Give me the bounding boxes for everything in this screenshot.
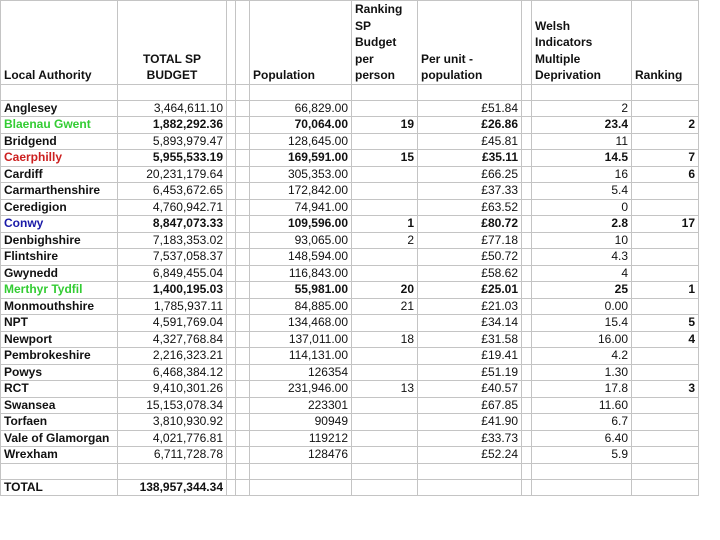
empty-cell[interactable] [522,447,532,464]
empty-cell[interactable] [236,133,250,150]
empty-cell[interactable] [236,117,250,134]
table-row [1,430,699,447]
empty-cell[interactable] [236,216,250,233]
authority-name[interactable]: Powys [1,364,118,381]
authority-name[interactable]: Conwy [1,216,118,233]
empty-cell[interactable] [227,1,236,85]
authority-name[interactable]: Monmouthshire [1,298,118,315]
ranking-cell[interactable] [632,298,699,315]
table-row [1,282,699,299]
population-cell[interactable]: 116,843.00 [250,265,352,282]
table-row [1,117,699,134]
per-unit-cell[interactable]: £50.72 [418,249,522,266]
empty-cell[interactable] [236,348,250,365]
table-row [1,216,699,233]
header-population[interactable]: Population [250,1,352,85]
ranking-sp-cell[interactable]: 20 [352,282,418,299]
empty-cell[interactable] [250,84,352,100]
budget-cell[interactable]: 2,216,323.21 [118,348,227,365]
empty-cell[interactable] [250,479,352,496]
authority-name[interactable]: Ceredigion [1,199,118,216]
empty-cell[interactable] [227,133,236,150]
wimd-cell[interactable]: 1.30 [532,364,632,381]
per-unit-cell[interactable]: £21.03 [418,298,522,315]
population-cell[interactable]: 231,946.00 [250,381,352,398]
total-row [1,479,699,496]
per-unit-cell[interactable]: £52.24 [418,447,522,464]
ranking-cell[interactable] [632,348,699,365]
ranking-sp-cell[interactable]: 19 [352,117,418,134]
total-label[interactable]: TOTAL [1,479,118,496]
empty-cell[interactable] [236,364,250,381]
population-cell[interactable]: 109,596.00 [250,216,352,233]
header-total-sp-budget[interactable]: TOTAL SP BUDGET [118,1,227,85]
wimd-cell[interactable]: 16 [532,166,632,183]
budget-cell[interactable]: 3,464,611.10 [118,100,227,117]
empty-cell[interactable] [236,199,250,216]
table-row [1,183,699,200]
empty-cell[interactable] [522,414,532,431]
empty-cell[interactable] [236,84,250,100]
wimd-cell[interactable]: 11 [532,133,632,150]
budget-cell[interactable]: 6,468,384.12 [118,364,227,381]
empty-cell[interactable] [227,414,236,431]
empty-cell[interactable] [236,430,250,447]
budget-cell[interactable]: 1,785,937.11 [118,298,227,315]
table-row [1,381,699,398]
budget-cell[interactable]: 9,410,301.26 [118,381,227,398]
empty-cell[interactable] [236,397,250,414]
empty-cell[interactable] [227,331,236,348]
ranking-cell[interactable]: 5 [632,315,699,332]
budget-cell[interactable]: 7,183,353.02 [118,232,227,249]
authority-name[interactable]: Flintshire [1,249,118,266]
per-unit-cell[interactable]: £19.41 [418,348,522,365]
empty-cell[interactable] [236,315,250,332]
population-cell[interactable]: 119212 [250,430,352,447]
authority-name[interactable]: Swansea [1,397,118,414]
empty-cell[interactable] [227,117,236,134]
wimd-cell[interactable]: 15.4 [532,315,632,332]
ranking-cell[interactable]: 4 [632,331,699,348]
table-row [1,348,699,365]
per-unit-cell[interactable]: £80.72 [418,216,522,233]
table-row [1,397,699,414]
empty-cell[interactable] [227,282,236,299]
ranking-sp-cell[interactable] [352,183,418,200]
table-row [1,199,699,216]
population-cell[interactable]: 148,594.00 [250,249,352,266]
ranking-sp-cell[interactable] [352,249,418,266]
ranking-sp-cell[interactable]: 1 [352,216,418,233]
per-unit-cell[interactable]: £40.57 [418,381,522,398]
per-unit-cell[interactable]: £25.01 [418,282,522,299]
empty-cell[interactable] [522,100,532,117]
table-row [1,232,699,249]
population-cell[interactable]: 93,065.00 [250,232,352,249]
empty-cell[interactable] [352,84,418,100]
population-cell[interactable]: 128,645.00 [250,133,352,150]
empty-cell[interactable] [227,232,236,249]
budget-cell[interactable]: 1,882,292.36 [118,117,227,134]
budget-cell[interactable]: 4,021,776.81 [118,430,227,447]
per-unit-cell[interactable]: £51.19 [418,364,522,381]
ranking-sp-cell[interactable] [352,348,418,365]
empty-cell[interactable] [227,315,236,332]
empty-cell[interactable] [522,315,532,332]
empty-cell[interactable] [227,166,236,183]
wimd-cell[interactable]: 2 [532,100,632,117]
population-cell[interactable]: 90949 [250,414,352,431]
ranking-cell[interactable]: 2 [632,117,699,134]
population-cell[interactable]: 70,064.00 [250,117,352,134]
per-unit-cell[interactable]: £31.58 [418,331,522,348]
empty-cell[interactable] [236,479,250,496]
wimd-cell[interactable]: 23.4 [532,117,632,134]
authority-name[interactable]: Anglesey [1,100,118,117]
budget-cell[interactable]: 20,231,179.64 [118,166,227,183]
per-unit-cell[interactable]: £37.33 [418,183,522,200]
table-row [1,249,699,266]
per-unit-cell[interactable]: £33.73 [418,430,522,447]
empty-cell[interactable] [236,1,250,85]
blank-row [1,463,699,479]
table-row [1,447,699,464]
empty-cell[interactable] [227,348,236,365]
authority-name[interactable]: Wrexham [1,447,118,464]
authority-name[interactable]: Merthyr Tydfil [1,282,118,299]
population-cell[interactable]: 128476 [250,447,352,464]
total-budget[interactable]: 138,957,344.34 [118,479,227,496]
wimd-cell[interactable]: 0.00 [532,298,632,315]
population-cell[interactable]: 137,011.00 [250,331,352,348]
authority-name[interactable]: NPT [1,315,118,332]
per-unit-cell[interactable]: £66.25 [418,166,522,183]
empty-cell[interactable] [227,216,236,233]
ranking-sp-cell[interactable] [352,166,418,183]
population-cell[interactable]: 169,591.00 [250,150,352,167]
empty-cell[interactable] [418,84,522,100]
population-cell[interactable]: 55,981.00 [250,282,352,299]
table-row [1,298,699,315]
wimd-cell[interactable]: 5.4 [532,183,632,200]
ranking-cell[interactable] [632,183,699,200]
empty-cell[interactable] [236,265,250,282]
empty-cell[interactable] [227,150,236,167]
population-cell[interactable]: 84,885.00 [250,298,352,315]
empty-cell[interactable] [532,479,632,496]
authority-name[interactable]: Blaenau Gwent [1,117,118,134]
empty-cell[interactable] [227,298,236,315]
empty-cell[interactable] [236,100,250,117]
empty-cell[interactable] [227,183,236,200]
ranking-sp-cell[interactable] [352,199,418,216]
empty-cell[interactable] [522,381,532,398]
table-row [1,364,699,381]
per-unit-cell[interactable]: £67.85 [418,397,522,414]
population-cell[interactable]: 172,842.00 [250,183,352,200]
budget-cell[interactable]: 4,591,769.04 [118,315,227,332]
empty-cell[interactable] [227,100,236,117]
population-cell[interactable]: 126354 [250,364,352,381]
wimd-cell[interactable]: 16.00 [532,331,632,348]
empty-cell[interactable] [236,463,250,479]
population-cell[interactable]: 134,468.00 [250,315,352,332]
empty-cell[interactable] [522,150,532,167]
per-unit-cell[interactable]: £51.84 [418,100,522,117]
ranking-cell[interactable]: 3 [632,381,699,398]
wimd-cell[interactable]: 6.40 [532,430,632,447]
ranking-sp-cell[interactable]: 18 [352,331,418,348]
empty-cell[interactable] [236,150,250,167]
per-unit-cell[interactable]: £58.62 [418,265,522,282]
table-row [1,166,699,183]
ranking-sp-cell[interactable] [352,100,418,117]
wimd-cell[interactable]: 11.60 [532,397,632,414]
empty-cell[interactable] [227,381,236,398]
per-unit-cell[interactable]: £34.14 [418,315,522,332]
wimd-cell[interactable]: 4 [532,265,632,282]
empty-cell[interactable] [236,282,250,299]
empty-cell[interactable] [522,216,532,233]
empty-cell[interactable] [236,414,250,431]
budget-cell[interactable]: 7,537,058.37 [118,249,227,266]
wimd-cell[interactable]: 2.8 [532,216,632,233]
ranking-cell[interactable]: 6 [632,166,699,183]
budget-cell[interactable]: 15,153,078.34 [118,397,227,414]
wimd-cell[interactable]: 0 [532,199,632,216]
budget-cell[interactable]: 4,327,768.84 [118,331,227,348]
ranking-sp-cell[interactable] [352,414,418,431]
empty-cell[interactable] [522,183,532,200]
ranking-cell[interactable] [632,430,699,447]
per-unit-cell[interactable]: £45.81 [418,133,522,150]
population-cell[interactable]: 74,941.00 [250,199,352,216]
per-unit-cell[interactable]: £77.18 [418,232,522,249]
header-welsh-indicators[interactable]: Welsh Indicators Multiple Deprivation [532,1,632,85]
wimd-cell[interactable]: 6.7 [532,414,632,431]
empty-cell[interactable] [118,463,227,479]
empty-cell[interactable] [352,479,418,496]
population-cell[interactable]: 305,353.00 [250,166,352,183]
per-unit-cell[interactable]: £41.90 [418,414,522,431]
empty-cell[interactable] [522,298,532,315]
wimd-cell[interactable]: 5.9 [532,447,632,464]
wimd-cell[interactable]: 4.2 [532,348,632,365]
empty-cell[interactable] [236,232,250,249]
empty-cell[interactable] [236,183,250,200]
empty-cell[interactable] [418,463,522,479]
authority-name[interactable]: Cardiff [1,166,118,183]
empty-cell[interactable] [227,249,236,266]
authority-name[interactable]: Pembrokeshire [1,348,118,365]
empty-cell[interactable] [522,199,532,216]
empty-cell[interactable] [522,249,532,266]
population-cell[interactable]: 66,829.00 [250,100,352,117]
empty-cell[interactable] [227,397,236,414]
header-row [1,1,699,85]
ranking-cell[interactable] [632,249,699,266]
empty-cell[interactable] [236,447,250,464]
empty-cell[interactable] [522,166,532,183]
empty-cell[interactable] [522,331,532,348]
empty-cell[interactable] [250,463,352,479]
empty-cell[interactable] [236,381,250,398]
table-row [1,315,699,332]
wimd-cell[interactable]: 14.5 [532,150,632,167]
ranking-cell[interactable] [632,232,699,249]
authority-name[interactable]: Newport [1,331,118,348]
empty-cell[interactable] [522,133,532,150]
budget-cell[interactable]: 6,849,455.04 [118,265,227,282]
empty-cell[interactable] [522,84,532,100]
empty-cell[interactable] [236,331,250,348]
ranking-sp-cell[interactable] [352,430,418,447]
header-ranking[interactable]: Ranking [632,1,699,85]
authority-name[interactable]: Carmarthenshire [1,183,118,200]
table-row [1,100,699,117]
authority-name[interactable]: Bridgend [1,133,118,150]
ranking-sp-cell[interactable] [352,133,418,150]
population-cell[interactable]: 223301 [250,397,352,414]
ranking-cell[interactable] [632,265,699,282]
ranking-cell[interactable]: 1 [632,282,699,299]
ranking-sp-cell[interactable]: 15 [352,150,418,167]
ranking-cell[interactable] [632,397,699,414]
empty-cell[interactable] [532,84,632,100]
table-row [1,331,699,348]
table-row [1,133,699,150]
authority-name[interactable]: RCT [1,381,118,398]
per-unit-cell[interactable]: £26.86 [418,117,522,134]
ranking-sp-cell[interactable] [352,315,418,332]
empty-cell[interactable] [522,348,532,365]
empty-cell[interactable] [418,479,522,496]
empty-cell[interactable] [522,1,532,85]
authority-name[interactable]: Denbighshire [1,232,118,249]
empty-cell[interactable] [352,463,418,479]
empty-cell[interactable] [522,282,532,299]
ranking-cell[interactable] [632,133,699,150]
budget-cell[interactable]: 5,893,979.47 [118,133,227,150]
empty-cell[interactable] [236,166,250,183]
empty-cell[interactable] [522,397,532,414]
empty-cell[interactable] [227,447,236,464]
empty-cell[interactable] [227,463,236,479]
empty-cell[interactable] [522,265,532,282]
table-row [1,265,699,282]
empty-cell[interactable] [522,430,532,447]
ranking-cell[interactable] [632,100,699,117]
table-row [1,150,699,167]
header-local-authority[interactable]: Local Authority [1,1,118,85]
authority-name[interactable]: Vale of Glamorgan [1,430,118,447]
ranking-cell[interactable] [632,447,699,464]
budget-cell[interactable]: 8,847,073.33 [118,216,227,233]
empty-cell[interactable] [522,463,532,479]
wimd-cell[interactable]: 4.3 [532,249,632,266]
blank-row [1,84,699,100]
per-unit-cell[interactable]: £63.52 [418,199,522,216]
empty-cell[interactable] [632,479,699,496]
empty-cell[interactable] [236,249,250,266]
authority-name[interactable]: Torfaen [1,414,118,431]
authority-name[interactable]: Caerphilly [1,150,118,167]
budget-cell[interactable]: 1,400,195.03 [118,282,227,299]
ranking-cell[interactable]: 7 [632,150,699,167]
empty-cell[interactable] [227,84,236,100]
empty-cell[interactable] [227,430,236,447]
ranking-sp-cell[interactable] [352,364,418,381]
budget-cell[interactable]: 4,760,942.71 [118,199,227,216]
table-row [1,414,699,431]
wimd-cell[interactable]: 17.8 [532,381,632,398]
empty-cell[interactable] [227,265,236,282]
empty-cell[interactable] [532,463,632,479]
ranking-cell[interactable]: 17 [632,216,699,233]
empty-cell[interactable] [118,84,227,100]
empty-cell[interactable] [227,479,236,496]
ranking-cell[interactable] [632,364,699,381]
ranking-cell[interactable] [632,199,699,216]
ranking-sp-cell[interactable] [352,397,418,414]
population-cell[interactable]: 114,131.00 [250,348,352,365]
ranking-sp-cell[interactable] [352,447,418,464]
per-unit-cell[interactable]: £35.11 [418,150,522,167]
empty-cell[interactable] [236,298,250,315]
ranking-sp-cell[interactable] [352,265,418,282]
budget-cell[interactable]: 5,955,533.19 [118,150,227,167]
empty-cell[interactable] [632,84,699,100]
empty-cell[interactable] [522,364,532,381]
wimd-cell[interactable]: 10 [532,232,632,249]
budget-cell[interactable]: 6,711,728.78 [118,447,227,464]
ranking-sp-cell[interactable]: 21 [352,298,418,315]
header-per-unit[interactable]: Per unit - population [418,1,522,85]
empty-cell[interactable] [522,232,532,249]
ranking-cell[interactable] [632,414,699,431]
header-ranking-sp[interactable]: Ranking SP Budget per person [352,1,418,85]
empty-cell[interactable] [522,479,532,496]
authority-name[interactable]: Gwynedd [1,265,118,282]
budget-cell[interactable]: 6,453,672.65 [118,183,227,200]
ranking-sp-cell[interactable]: 2 [352,232,418,249]
empty-cell[interactable] [522,117,532,134]
budget-cell[interactable]: 3,810,930.92 [118,414,227,431]
wimd-cell[interactable]: 25 [532,282,632,299]
empty-cell[interactable] [227,199,236,216]
empty-cell[interactable] [1,463,118,479]
empty-cell[interactable] [632,463,699,479]
empty-cell[interactable] [227,364,236,381]
empty-cell[interactable] [1,84,118,100]
ranking-sp-cell[interactable]: 13 [352,381,418,398]
